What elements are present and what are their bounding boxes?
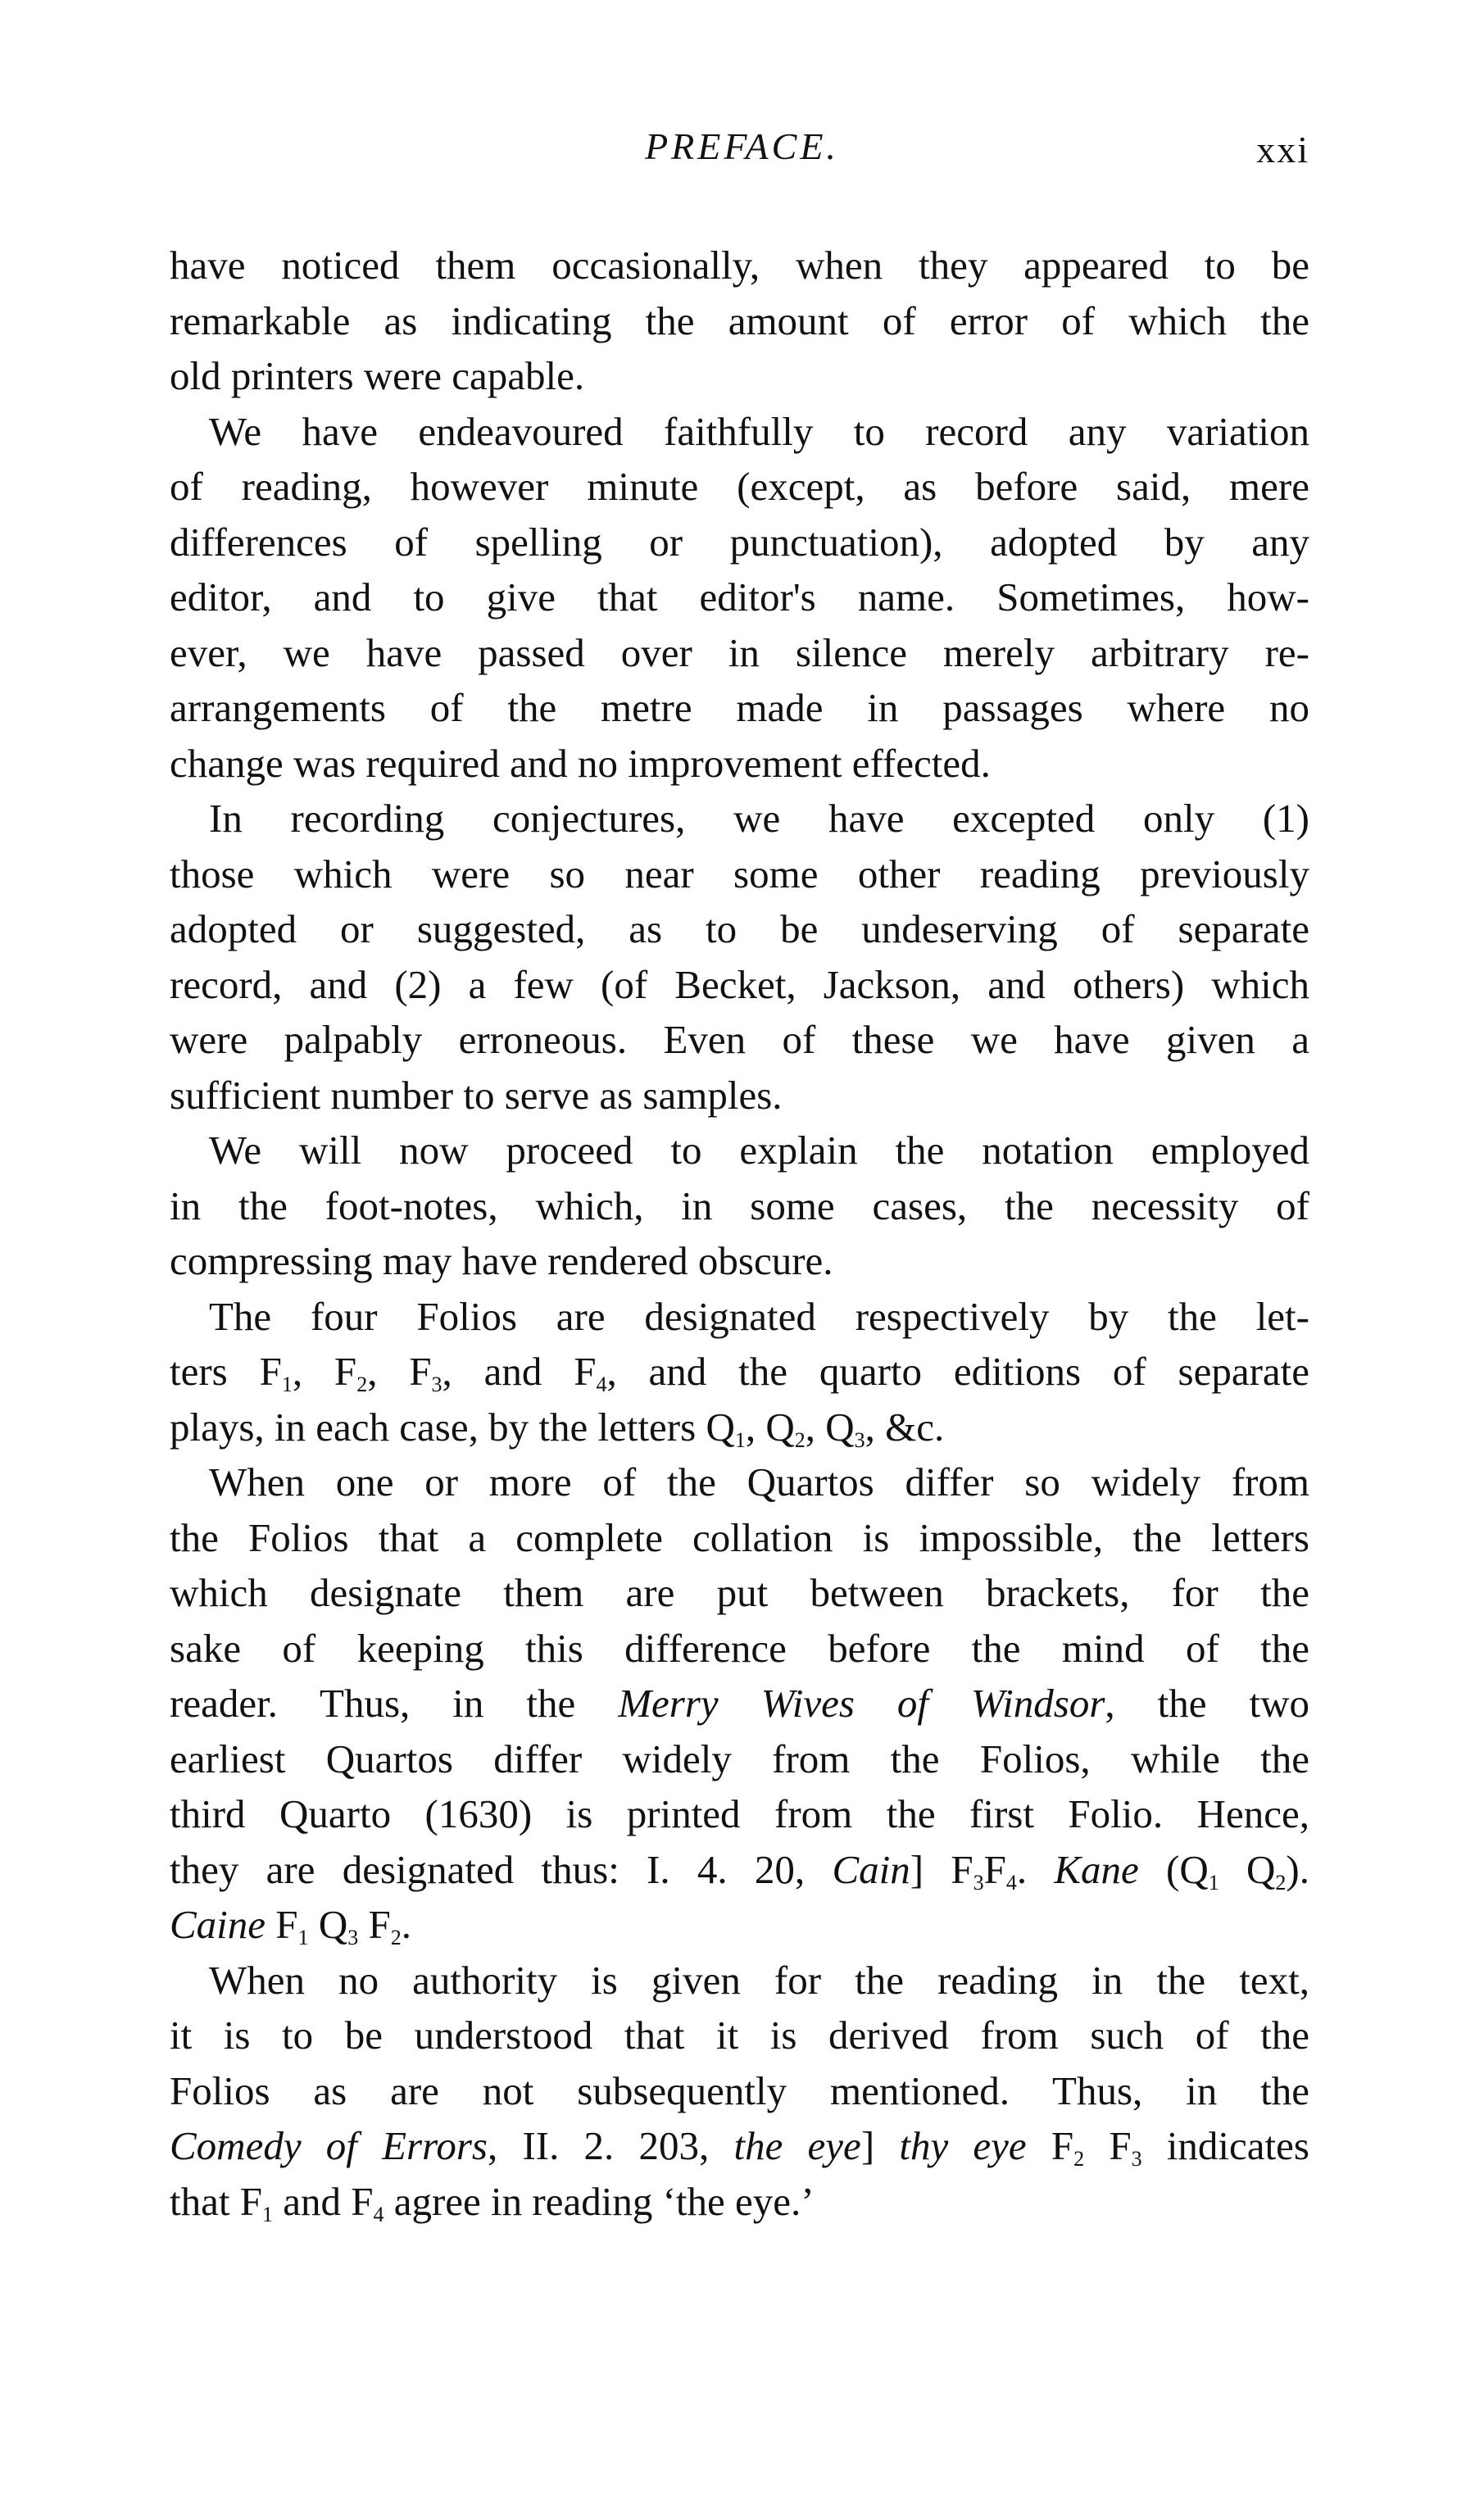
text-run: , and F bbox=[442, 1349, 597, 1394]
text-run: , F bbox=[292, 1349, 357, 1394]
text-run: , Q bbox=[745, 1404, 795, 1450]
text-run: We will now proceed to explain the notation employed bbox=[209, 1128, 1309, 1173]
text-line bbox=[170, 459, 1309, 515]
subscript: 2 bbox=[390, 1926, 402, 1949]
text-line bbox=[170, 515, 1309, 570]
text-run: When no authority is given for the reading in the text, bbox=[209, 1957, 1309, 2003]
text-line bbox=[170, 1510, 1309, 1566]
text-run: ever, we have passed over in silence merely arbitrary re- bbox=[170, 629, 1309, 675]
text-run: , the two bbox=[1105, 1681, 1309, 1726]
subscript: 1 bbox=[261, 2202, 273, 2226]
text-run: which designate them are put between brackets, for the bbox=[170, 1570, 1309, 1615]
text-run: In recording conjectures, we have excepted only (1) bbox=[209, 796, 1309, 841]
text-run: old printers were capable. bbox=[170, 353, 585, 398]
text-line bbox=[170, 901, 1309, 957]
subscript: 1 bbox=[1208, 1870, 1219, 1895]
text-line bbox=[170, 1842, 1309, 1898]
text-line bbox=[170, 1068, 1309, 1123]
subscript: 3 bbox=[854, 1427, 865, 1452]
subscript: 3 bbox=[1131, 2147, 1142, 2171]
text-line bbox=[170, 791, 1309, 846]
text-run: We have endeavoured faithfully to record any variation bbox=[209, 408, 1309, 454]
text-line bbox=[170, 293, 1309, 349]
page-number: xxi bbox=[1256, 129, 1309, 170]
text-line bbox=[170, 1621, 1309, 1677]
text-line bbox=[170, 2063, 1309, 2119]
italic-title: Kane bbox=[1054, 1846, 1139, 1892]
text-line bbox=[170, 1012, 1309, 1068]
text-line bbox=[170, 736, 1309, 792]
italic-title: Merry Wives of Windsor bbox=[618, 1681, 1105, 1726]
text-run: and F bbox=[272, 2178, 374, 2224]
text-run: record, and (2) a few (of Becket, Jackson, and others) which bbox=[170, 961, 1309, 1007]
text-line bbox=[170, 1454, 1309, 1510]
text-line bbox=[170, 1289, 1309, 1345]
subscript: 1 bbox=[281, 1373, 293, 1396]
text-line bbox=[170, 2008, 1309, 2063]
text-run: in the foot-notes, which, in some cases, the necessity of bbox=[170, 1182, 1309, 1228]
text-run: , F bbox=[367, 1349, 432, 1394]
text-line bbox=[170, 1565, 1309, 1621]
text-run: sake of keeping this difference before the mind of the bbox=[170, 1625, 1309, 1671]
text-run: F bbox=[358, 1902, 391, 1947]
text-run: the Folios that a complete collation is impossible, the letters bbox=[170, 1514, 1309, 1560]
text-run: of reading, however minute (except, as before said, mere bbox=[170, 464, 1309, 509]
text-run: earliest Quartos differ widely from the Folios, while the bbox=[170, 1736, 1309, 1781]
subscript: 4 bbox=[596, 1373, 607, 1396]
italic-title: the eye bbox=[733, 2123, 861, 2168]
subscript: 1 bbox=[297, 1926, 309, 1949]
text-run: F bbox=[983, 1846, 1006, 1892]
subscript: 2 bbox=[794, 1427, 806, 1452]
text-run: those which were so near some other reading previously bbox=[170, 851, 1309, 896]
text-run: compressing may have rendered obscure. bbox=[170, 1238, 833, 1283]
text-line bbox=[170, 1897, 1309, 1953]
text-run: ters F bbox=[170, 1349, 282, 1394]
text-line bbox=[170, 625, 1309, 681]
text-run: F bbox=[1026, 2123, 1074, 2168]
text-run: , and the quarto editions of separate bbox=[606, 1349, 1309, 1394]
subscript: 3 bbox=[973, 1870, 984, 1895]
subscript: 4 bbox=[373, 2202, 384, 2226]
text-run: plays, in each case, by the letters Q bbox=[170, 1404, 735, 1450]
text-run: sufficient number to serve as samples. bbox=[170, 1072, 783, 1118]
text-line bbox=[170, 1786, 1309, 1842]
text-line bbox=[170, 1233, 1309, 1289]
subscript: 1 bbox=[734, 1427, 746, 1452]
text-run: Folios as are not subsequently mentioned. Thus, in the bbox=[170, 2067, 1309, 2113]
text-line bbox=[170, 238, 1309, 293]
text-run: . bbox=[1016, 1846, 1055, 1892]
text-run: (Q bbox=[1138, 1846, 1209, 1892]
text-run: adopted or suggested, as to be undeserving of separate bbox=[170, 906, 1309, 951]
text-line bbox=[170, 348, 1309, 404]
text-run: remarkable as indicating the amount of error of which the bbox=[170, 297, 1309, 343]
text-line bbox=[170, 570, 1309, 625]
text-line bbox=[170, 680, 1309, 736]
subscript: 4 bbox=[1005, 1870, 1017, 1895]
text-run: that F bbox=[170, 2178, 262, 2224]
text-run: ). bbox=[1286, 1846, 1309, 1892]
text-run: F bbox=[265, 1902, 298, 1947]
text-line bbox=[170, 404, 1309, 460]
subscript: 2 bbox=[1275, 1870, 1287, 1895]
text-line bbox=[170, 1123, 1309, 1178]
text-run: agree in reading ‘the eye.’ bbox=[383, 2178, 815, 2224]
running-head-title: PREFACE. bbox=[645, 125, 839, 167]
italic-title: Caine bbox=[170, 1902, 266, 1947]
body-text bbox=[170, 238, 1309, 2229]
text-run: arrangements of the metre made in passages where no bbox=[170, 685, 1309, 730]
text-line bbox=[170, 846, 1309, 902]
subscript: 3 bbox=[347, 1926, 359, 1949]
text-run: ] bbox=[860, 2123, 900, 2168]
text-run: have noticed them occasionally, when they appeared to be bbox=[170, 243, 1309, 288]
text-run: indicates bbox=[1141, 2123, 1309, 2168]
text-run: change was required and no improvement effected. bbox=[170, 740, 991, 786]
text-run: ] F bbox=[910, 1846, 973, 1892]
text-line bbox=[170, 1400, 1309, 1455]
text-line bbox=[170, 2118, 1309, 2174]
text-run: , Q bbox=[805, 1404, 855, 1450]
text-run: were palpably erroneous. Even of these we have given a bbox=[170, 1017, 1309, 1062]
italic-title: Comedy of Errors bbox=[170, 2123, 488, 2168]
italic-title: thy eye bbox=[899, 2123, 1027, 2168]
italic-title: Cain bbox=[832, 1846, 910, 1892]
text-line bbox=[170, 1731, 1309, 1787]
text-run: reader. Thus, in the bbox=[170, 1681, 619, 1726]
text-run: they are designated thus: I. 4. 20, bbox=[170, 1846, 833, 1892]
text-run: Q bbox=[308, 1902, 348, 1947]
text-run: it is to be understood that it is derived from such of the bbox=[170, 2013, 1309, 2058]
text-line bbox=[170, 957, 1309, 1013]
text-line bbox=[170, 1178, 1309, 1234]
text-run: When one or more of the Quartos differ so widely from bbox=[209, 1459, 1309, 1504]
text-line bbox=[170, 1953, 1309, 2008]
text-run: third Quarto (1630) is printed from the first Folio. Hence, bbox=[170, 1791, 1309, 1836]
subscript: 2 bbox=[356, 1373, 368, 1396]
text-line bbox=[170, 1344, 1309, 1400]
text-run: editor, and to give that editor's name. Sometimes, how- bbox=[170, 574, 1309, 619]
text-line bbox=[170, 1676, 1309, 1731]
text-run: Q bbox=[1219, 1846, 1276, 1892]
text-line bbox=[170, 2174, 1309, 2230]
text-run: The four Folios are designated respectively by the let- bbox=[209, 1293, 1309, 1339]
subscript: 3 bbox=[431, 1373, 442, 1396]
subscript: 2 bbox=[1073, 2147, 1085, 2171]
text-run: differences of spelling or punctuation), adopted by any bbox=[170, 519, 1309, 565]
text-run: , II. 2. 203, bbox=[488, 2123, 734, 2168]
text-run: F bbox=[1084, 2123, 1132, 2168]
text-run: , &c. bbox=[865, 1404, 945, 1450]
text-run: . bbox=[401, 1902, 411, 1947]
